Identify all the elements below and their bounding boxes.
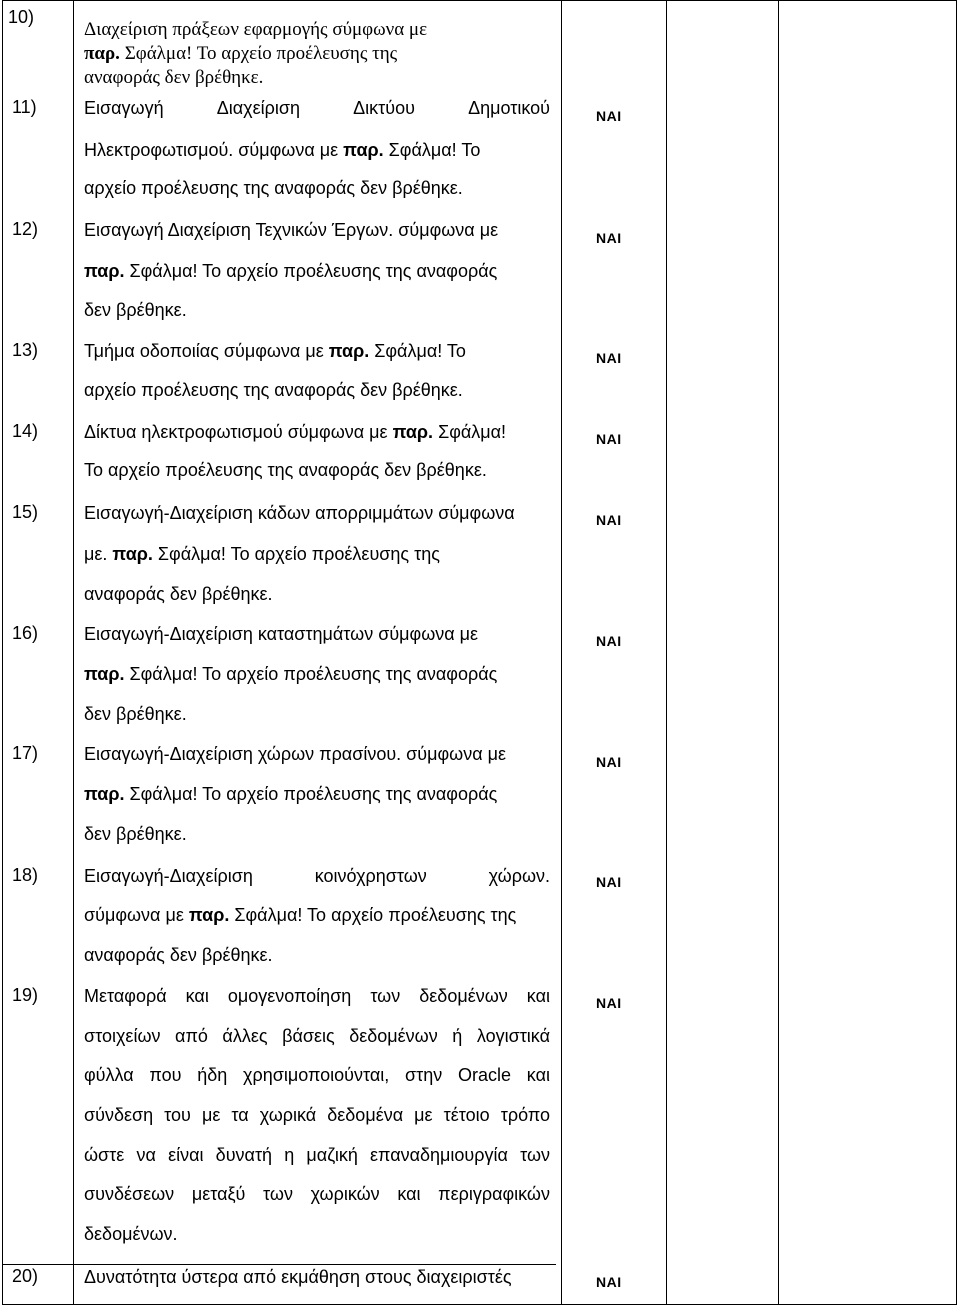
answer-yes: ΝΑΙ [596,633,622,649]
column-divider [666,0,667,1305]
row-text-line: στοιχείων από άλλες βάσεις δεδομένων ή λογιστικά [84,1026,550,1046]
row-text-line: Εισαγωγή Διαχείριση Δικτύου Δημοτικού [84,98,550,118]
row-text-line: αρχείο προέλευσης της αναφοράς δεν βρέθηκε. [84,380,463,400]
row-number: 20) [12,1266,39,1286]
row-text-line: δεδομένων. [84,1224,178,1244]
row-text-line: δεν βρέθηκε. [84,704,187,724]
row-number: 17) [12,743,39,763]
row-text-line: σύνδεση του με τα χωρικά δεδομένα με τέτοιο τρόπο [84,1105,550,1125]
row-text-line: δεν βρέθηκε. [84,300,187,320]
row-text-line: Εισαγωγή Διαχείριση Τεχνικών Έργων. σύμφωνα με [84,220,499,240]
answer-yes: ΝΑΙ [596,1274,622,1290]
answer-yes: ΝΑΙ [596,512,622,528]
row-text-line: Εισαγωγή-Διαχείριση καταστημάτων σύμφωνα με [84,624,479,644]
row-number: 13) [12,340,39,360]
column-divider [73,0,74,1305]
row-number: 15) [12,502,39,522]
row-number: 19) [12,985,39,1005]
row-text-line: Το αρχείο προέλευσης της αναφοράς δεν βρέθηκε. [84,460,487,480]
row-number: 18) [12,865,39,885]
column-divider [778,0,779,1305]
row-text-line: παρ. Σφάλμα! Το αρχείο προέλευσης της αναφοράς [84,784,498,804]
requirements-table [2,0,957,1305]
row-text-line: Εισαγωγή-Διαχείριση χώρων πρασίνου. σύμφωνα με [84,744,507,764]
row-text-line: σύμφωνα με παρ. Σφάλμα! Το αρχείο προέλευσης της [84,905,517,925]
row-text-line: αναφοράς δεν βρέθηκε. [84,584,273,604]
row-number: 16) [12,623,39,643]
row-text-line: Μεταφορά και ομογενοποίηση των δεδομένων και [84,986,550,1006]
answer-yes: ΝΑΙ [596,754,622,770]
answer-yes: ΝΑΙ [596,874,622,890]
row-text-line: παρ. Σφάλμα! Το αρχείο προέλευσης της [84,43,398,64]
row-number: 11) [12,97,37,117]
row-text-line: Εισαγωγή-Διαχείριση κάδων απορριμμάτων σύμφωνα [84,503,515,523]
answer-yes: ΝΑΙ [596,108,622,124]
row-text-line: Δυνατότητα ύστερα από εκμάθηση στους διαχειριστές [84,1267,512,1287]
row-text-line: φύλλα που ήδη χρησιμοποιούνται, στην Oracle και [84,1065,550,1085]
row-text-line: Ηλεκτροφωτισμού. σύμφωνα με παρ. Σφάλμα! Το [84,140,481,160]
answer-yes: ΝΑΙ [596,350,622,366]
row-number: 12) [12,219,39,239]
row-text-line: Δίκτυα ηλεκτροφωτισμού σύμφωνα με παρ. Σφάλμα! [84,422,507,442]
row-text-line: συνδέσεων μεταξύ των χωρικών και περιγραφικών [84,1184,550,1204]
table-border-right [956,0,957,1305]
row-text-line: αρχείο προέλευσης της αναφοράς δεν βρέθηκε. [84,178,463,198]
row-text-line: Διαχείριση πράξεων εφαρμογής σύμφωνα με [84,19,428,40]
row-text-line: παρ. Σφάλμα! Το αρχείο προέλευσης της αναφοράς [84,664,498,684]
row-text-line: Τμήμα οδοποιίας σύμφωνα με παρ. Σφάλμα! Το [84,341,466,361]
row-text-line: Εισαγωγή-Διαχείριση κοινόχρηστων χώρων. [84,866,550,886]
row-divider [2,1264,556,1265]
row-text-line: ώστε να είναι δυνατή η μαζική επαναδημιουργία των [84,1145,550,1165]
answer-yes: ΝΑΙ [596,230,622,246]
row-number: 14) [12,421,39,441]
row-text-line: αναφοράς δεν βρέθηκε. [84,67,264,88]
row-text-line: με. παρ. Σφάλμα! Το αρχείο προέλευσης της [84,544,440,564]
table-border-left [2,0,3,1305]
column-divider [561,0,562,1305]
table-border-bottom [2,1304,957,1305]
answer-yes: ΝΑΙ [596,995,622,1011]
answer-yes: ΝΑΙ [596,431,622,447]
table-border-top [2,0,957,1]
row-number: 10) [8,7,35,27]
row-text-line: δεν βρέθηκε. [84,824,187,844]
row-text-line: αναφοράς δεν βρέθηκε. [84,945,273,965]
row-text-line: παρ. Σφάλμα! Το αρχείο προέλευσης της αναφοράς [84,261,498,281]
